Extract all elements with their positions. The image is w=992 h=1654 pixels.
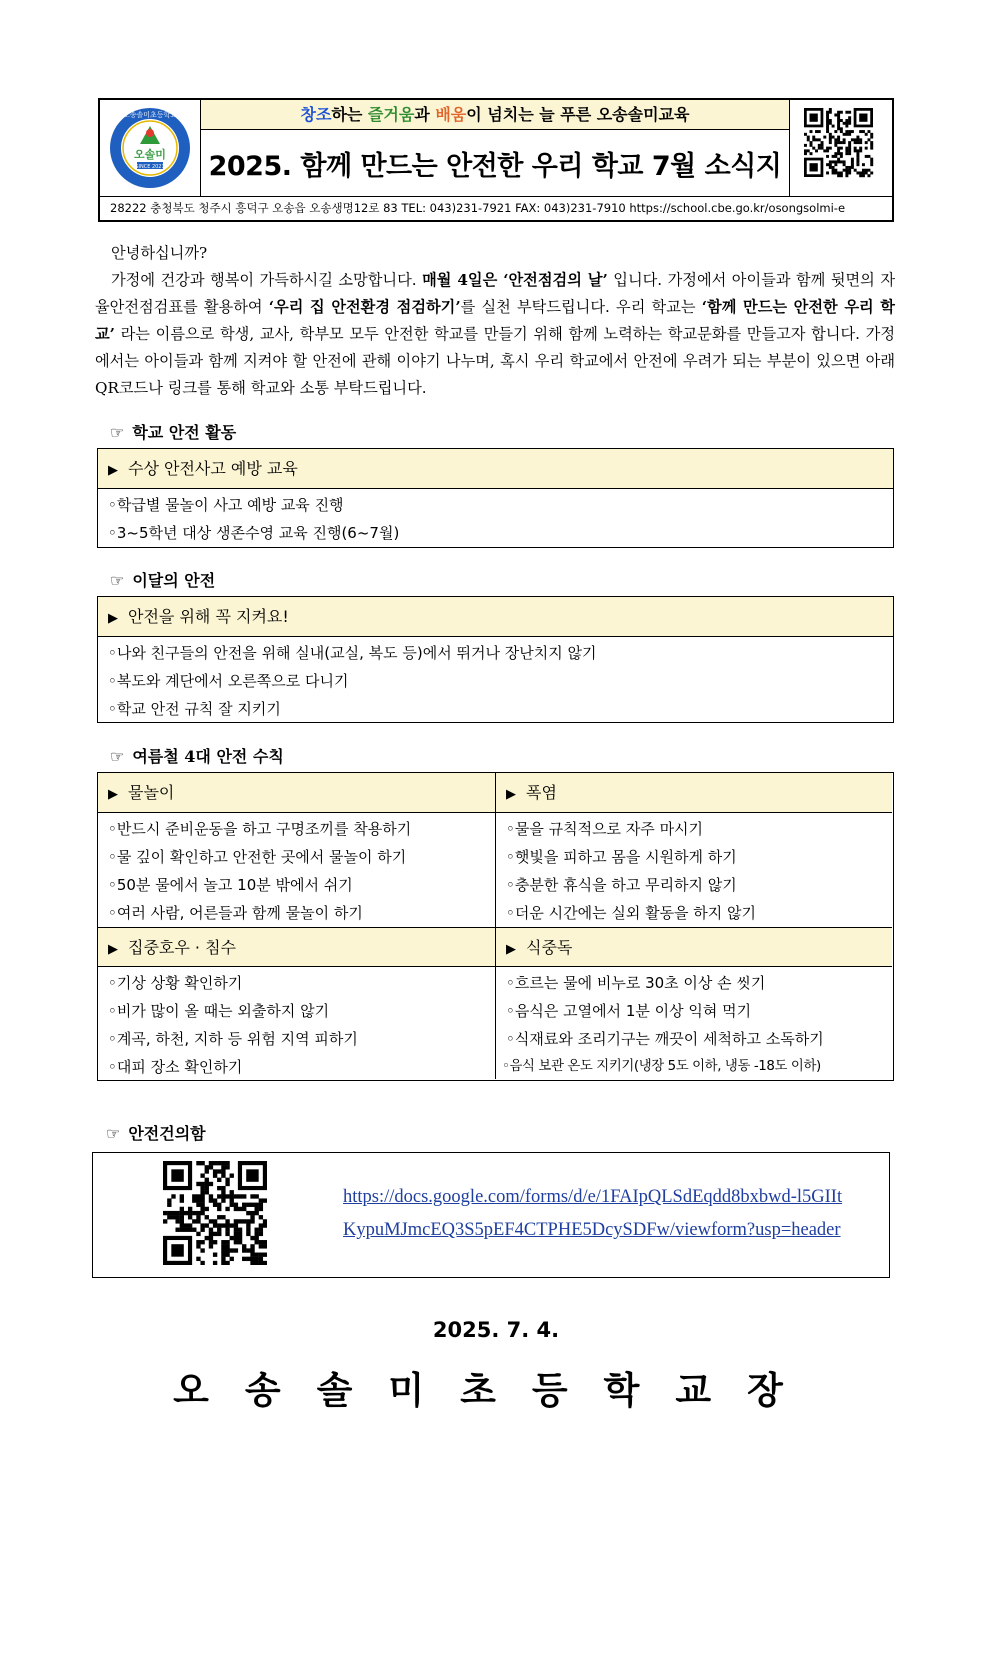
food-list xyxy=(496,969,892,1081)
month-box xyxy=(97,596,894,723)
water-header xyxy=(98,773,495,813)
list-item: ◦학교 안전 규칙 잘 지키기 xyxy=(108,700,281,718)
heat-header xyxy=(496,773,892,813)
inquiry-link[interactable] xyxy=(343,1181,883,1247)
header-qr-cell xyxy=(789,100,892,196)
slogan-text-2: 과 xyxy=(414,105,436,124)
newsletter-title: 2025. 함께 만드는 안전한 우리 학교 7월 소식지 xyxy=(208,150,782,182)
water-list xyxy=(98,815,495,927)
intro-bold-1: 매월 4일은 ‘안전점검의 날’ xyxy=(422,271,608,289)
list-item: ◦햇빛을 피하고 몸을 시원하게 하기 xyxy=(506,848,737,866)
heading-text: 학교 안전 활동 xyxy=(132,423,237,442)
heading-inquiry xyxy=(106,1121,206,1144)
intro-text-1: 가정에 건강과 행복이 가득하시길 소망합니다. xyxy=(111,271,423,289)
intro-text-2: 입니다. 가정에서 아이들과 함께 뒷면의 자율안전점검표를 활용하여 xyxy=(95,271,896,316)
list-item: ◦물을 규칙적으로 자주 마시기 xyxy=(506,820,704,838)
month-box-body xyxy=(98,637,893,725)
slogan-word-create: 창조 xyxy=(300,105,332,124)
activity-box-header xyxy=(98,449,893,489)
list-item: ◦복도와 계단에서 오른쪽으로 다니기 xyxy=(108,672,349,690)
right-triangle-icon: ▶ xyxy=(506,787,516,802)
inquiry-qr-code-icon[interactable] xyxy=(163,1161,267,1265)
heading-month-safety xyxy=(110,568,215,591)
list-item: ◦학급별 물놀이 사고 예방 교육 진행 xyxy=(108,496,344,514)
inquiry-box xyxy=(92,1152,890,1278)
intro-text-4: 라는 이름으로 학생, 교사, 학부모 모두 안전한 학교를 만들기 위해 함께 노력하는 학교문화를 만들고자 합니다. 가정에서는 아이들과 함께 지켜야 할 안전에 관해 이야기 나누며, 혹시 우리 학교에서 안전에 우려가 되는 부분이 있으면 아래 QR코드나 링크를 통해 학교와 소통 부탁드립니다. xyxy=(95,325,895,397)
intro-paragraph xyxy=(95,267,895,402)
pointing-hand-icon: ☞ xyxy=(110,747,125,766)
box-title: 안전을 위해 꼭 지켜요! xyxy=(128,607,289,626)
right-triangle-icon: ▶ xyxy=(108,463,118,478)
greeting: 안녕하십니까? xyxy=(111,244,208,262)
list-item: ◦식재료와 조리기구는 깨끗이 세척하고 소독하기 xyxy=(506,1030,824,1048)
activity-box xyxy=(97,448,894,548)
heading-text: 이달의 안전 xyxy=(132,571,216,590)
cell-title: 식중독 xyxy=(526,938,573,957)
list-item: ◦물 깊이 확인하고 안전한 곳에서 물놀이 하기 xyxy=(108,848,407,866)
logo-center-text: 오솔미 xyxy=(134,148,166,161)
logo-ring-text: 오송솔미초등학교 xyxy=(122,111,178,119)
header-qr-code-icon[interactable] xyxy=(790,100,893,196)
school-logo xyxy=(100,100,201,196)
list-item: ◦흐르는 물에 비누로 30초 이상 손 씻기 xyxy=(506,974,766,992)
list-item: ◦더운 시간에는 실외 활동을 하지 않기 xyxy=(506,904,757,922)
intro-bold-2: ‘우리 집 안전환경 점검하기’ xyxy=(268,298,461,316)
principal-signature: 오송솔미초등학교장 xyxy=(173,1369,819,1412)
school-logo-cell xyxy=(100,100,201,196)
newsletter-header xyxy=(98,98,894,222)
list-item: ◦대피 장소 확인하기 xyxy=(108,1058,243,1076)
slogan-text-1: 하는 xyxy=(331,105,368,124)
heading-summer-rules xyxy=(110,744,284,767)
list-item: ◦나와 친구들의 안전을 위해 실내(교실, 복도 등)에서 뛰거나 장난치지 않기 xyxy=(108,644,597,662)
right-triangle-icon: ▶ xyxy=(108,611,118,626)
rain-header xyxy=(98,927,495,967)
school-address: 28222 충청북도 청주시 흥덕구 오송읍 오송생명12로 83 TEL: 043)231-7921 FAX: 043)231-7910 https://school.cbe.go.kr/osongsolmi-e xyxy=(100,196,892,220)
pointing-hand-icon: ☞ xyxy=(106,1124,121,1143)
slogan-word-joy: 즐거움 xyxy=(367,105,415,124)
list-item: ◦충분한 휴식을 하고 무리하지 않기 xyxy=(506,876,737,894)
slogan-word-learn: 배움 xyxy=(435,105,467,124)
activity-box-body xyxy=(98,489,893,549)
cell-title: 폭염 xyxy=(526,783,557,802)
right-triangle-icon: ▶ xyxy=(506,942,516,957)
list-item: ◦비가 많이 올 때는 외출하지 않기 xyxy=(108,1002,330,1020)
slogan-text-3: 이 넘치는 늘 푸른 오송솔미교육 xyxy=(466,105,690,124)
list-item: ◦계곡, 하천, 지하 등 위험 지역 피하기 xyxy=(108,1030,358,1048)
inquiry-link-line-1[interactable]: https://docs.google.com/forms/d/e/1FAIpQLSdEqdd8bxbwd-l5GIIt xyxy=(343,1187,843,1207)
box-title: 수상 안전사고 예방 교육 xyxy=(128,459,298,478)
month-box-header xyxy=(98,597,893,637)
cell-title: 물놀이 xyxy=(128,783,175,802)
list-item: ◦기상 상황 확인하기 xyxy=(108,974,243,992)
pointing-hand-icon: ☞ xyxy=(110,571,125,590)
heading-school-activity xyxy=(110,420,236,443)
right-triangle-icon: ▶ xyxy=(108,942,118,957)
newsletter-title-cell xyxy=(201,130,789,196)
heat-list xyxy=(496,815,892,927)
summer-rules-table xyxy=(97,772,894,1081)
heading-text: 안전건의함 xyxy=(128,1124,206,1143)
right-triangle-icon: ▶ xyxy=(108,787,118,802)
pointing-hand-icon: ☞ xyxy=(110,423,125,442)
list-item: ◦50분 물에서 놀고 10분 밖에서 쉬기 xyxy=(108,876,353,894)
intro-letter xyxy=(95,240,895,402)
cell-title: 집중호우 · 침수 xyxy=(128,938,236,957)
slogan-bar xyxy=(201,100,789,130)
intro-bold-3: ‘함께 만드는 안전한 우리 학교’ xyxy=(95,298,895,343)
heading-text: 여름철 4대 안전 수칙 xyxy=(132,747,284,766)
list-item: ◦음식은 고열에서 1분 이상 익혀 먹기 xyxy=(506,1002,752,1020)
list-item: ◦음식 보관 온도 지키기(냉장 5도 이하, 냉동 -18도 이하) xyxy=(502,1059,821,1074)
list-item: ◦여러 사람, 어른들과 함께 물놀이 하기 xyxy=(108,904,363,922)
list-item: ◦3~5학년 대상 생존수영 교육 진행(6~7월) xyxy=(108,524,400,542)
logo-since-text: SINCE 2021 xyxy=(135,164,165,170)
issue-date: 2025. 7. 4. xyxy=(432,1318,560,1342)
food-header xyxy=(496,927,892,967)
list-item: ◦반드시 준비운동을 하고 구명조끼를 착용하기 xyxy=(108,820,412,838)
inquiry-link-line-2[interactable]: KypuMJmcEQ3S5pEF4CTPHE5DcySDFw/viewform?usp=header xyxy=(343,1220,841,1240)
rain-list xyxy=(98,969,495,1081)
intro-text-3: 를 실천 부탁드립니다. 우리 학교는 xyxy=(460,298,702,316)
